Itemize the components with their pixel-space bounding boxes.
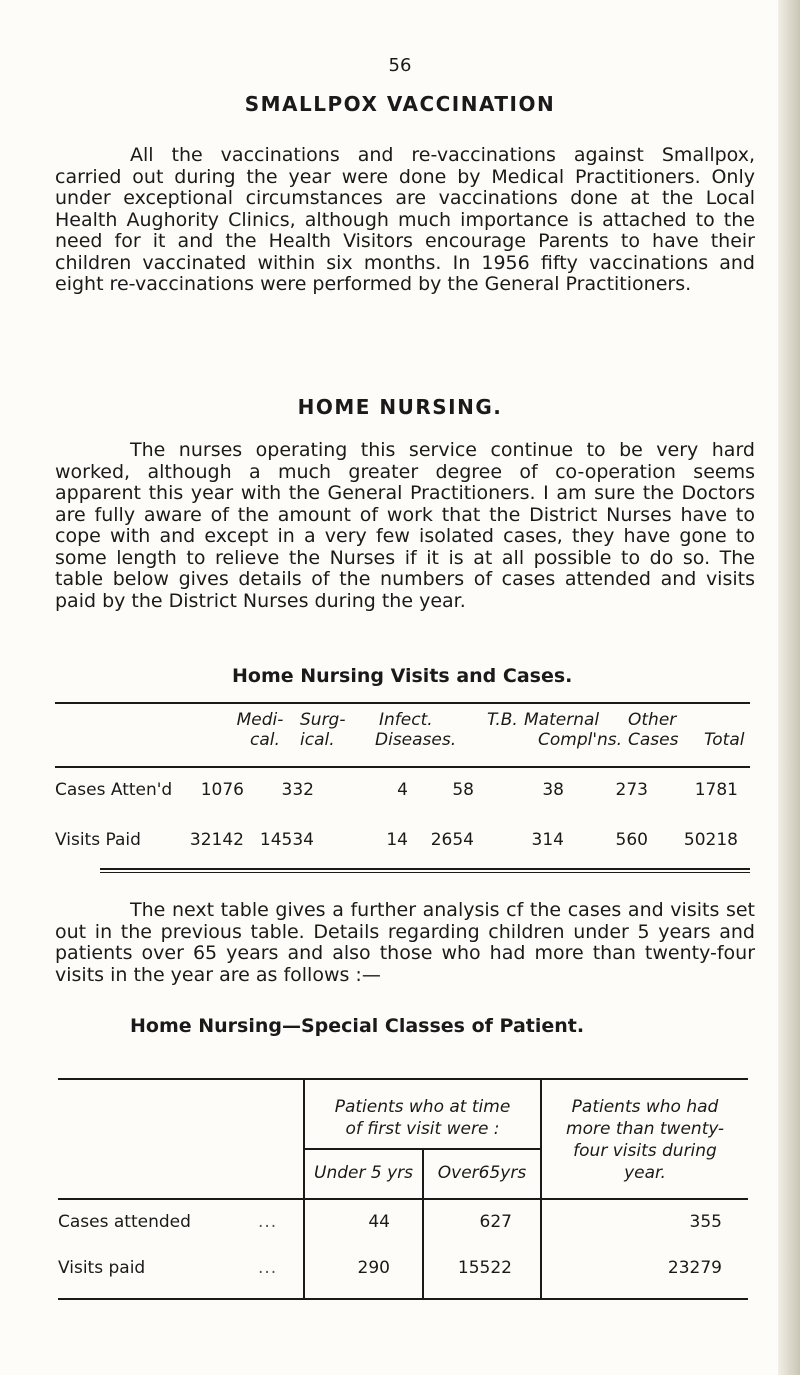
table-cell: 38 [542, 780, 564, 800]
more24-line4: year. [624, 1163, 666, 1183]
table-cell: 332 [281, 780, 314, 800]
header-infect-line1: Infect. [379, 710, 433, 730]
table-cell: 314 [531, 830, 564, 850]
table2-group-header [305, 1096, 540, 1140]
table-cell: 4 [397, 780, 408, 800]
table-cell: 290 [357, 1258, 390, 1278]
table2-header-rule [58, 1198, 748, 1200]
table-cell: 627 [479, 1212, 512, 1232]
leader-dots: ... [258, 1258, 278, 1278]
header-maternal-line2: Compl'ns. [538, 730, 623, 750]
header-surgical-line2: ical. [300, 730, 335, 750]
home-nursing-paragraph [55, 440, 755, 612]
table1-title: Home Nursing Visits and Cases. [232, 665, 573, 687]
leader-dots: ... [258, 1212, 278, 1232]
table1-header-medical [230, 710, 290, 750]
table2-header-more24 [542, 1096, 748, 1184]
table2-title: Home Nursing—Special Classes of Patient. [130, 1015, 585, 1037]
table1-top-rule [55, 702, 750, 704]
header-infect-line2: Diseases. [375, 730, 457, 750]
header-medical-line2: cal. [250, 730, 280, 750]
group-header-line1: Patients who at time [334, 1097, 511, 1117]
home-nursing-text: The nurses operating this service continue to be very hard worked, although a much greater degree of co-operation seems apparent this year with the General Practitioners. I am sure the Doctors are fully aware of the amount of work that the District Nurses have to cope with and except in a very few isolated cases, they have gone to some length to relieve the Nurses if it is at all possible to do so. The table below gives details of the numbers of cases attended and visits paid by the District Nurses during the year. [55, 439, 755, 612]
header-other-line2: Cases [628, 730, 679, 750]
table-cell: 1781 [694, 780, 738, 800]
table1-row-label: Visits Paid [55, 830, 141, 850]
table-cell: 355 [689, 1212, 722, 1232]
table1-header-rule [55, 766, 750, 768]
table-cell: 50218 [683, 830, 738, 850]
table1-header-tb: T.B. [487, 710, 518, 730]
smallpox-heading: SMALLPOX VACCINATION [244, 92, 556, 116]
home-nursing-heading: HOME NURSING. [297, 395, 503, 419]
table2-header-under5: Under 5 yrs [314, 1163, 413, 1183]
table2-top-rule [58, 1078, 748, 1080]
table-cell: 58 [452, 780, 474, 800]
table1-header-total: Total [704, 730, 745, 750]
table1-bottom-rule [100, 868, 750, 870]
table2-group-rule [305, 1148, 540, 1150]
table-cell: 14534 [259, 830, 314, 850]
more24-line1: Patients who had [571, 1097, 719, 1117]
more24-line3: four visits during [573, 1141, 717, 1161]
table-cell: 44 [368, 1212, 390, 1232]
table1-bottom-rule-2 [100, 872, 750, 873]
header-maternal-line1: Maternal [524, 710, 600, 730]
table1-header-maternal [524, 710, 624, 750]
table-cell: 2654 [430, 830, 474, 850]
header-surgical-line1: Surg- [300, 710, 346, 730]
table-cell: 15522 [457, 1258, 512, 1278]
table-cell: 14 [386, 830, 408, 850]
table2-header-over65: Over65yrs [437, 1163, 527, 1183]
smallpox-text: All the vaccinations and re-vaccinations against Smallpox, carried out during the year were done by Medical Practitioners. Only under exceptional circumstances are vaccinations done at the Local Health Aughority Clinics, although much importance is attached to the need for it and the Health Visitors encourage Parents to have their children vaccinated within six months. In 1956 fifty vaccinations and eight re-vaccinations were performed by the General Practitioners. [55, 144, 755, 295]
table1-row-label: Cases Atten'd [55, 780, 173, 800]
table-cell: 1076 [200, 780, 244, 800]
page-number: 56 [388, 55, 412, 76]
table1-header-other [628, 710, 688, 750]
page-edge-shadow [778, 0, 800, 1375]
group-header-line2: of first visit were : [345, 1119, 500, 1139]
header-medical-line1: Medi- [236, 710, 284, 730]
table1-header-infect [375, 710, 465, 750]
table-cell: 23279 [667, 1258, 722, 1278]
table-cell: 560 [615, 830, 648, 850]
analysis-paragraph [55, 900, 755, 986]
table-cell: 32142 [189, 830, 244, 850]
table2-row-label: Visits paid [58, 1258, 146, 1278]
table2-row-label: Cases attended [58, 1212, 191, 1232]
analysis-text: The next table gives a further analysis cf the cases and visits set out in the previous table. Details regarding children under 5 years and patients over 65 years and also those who had more than twenty-four visits in the year are as follows :— [55, 899, 755, 986]
table-cell: 273 [615, 780, 648, 800]
table2-bottom-rule [58, 1298, 748, 1300]
table1-header-surgical [300, 710, 360, 750]
smallpox-paragraph [55, 145, 755, 296]
header-other-line1: Other [628, 710, 677, 730]
more24-line2: more than twenty- [566, 1119, 724, 1139]
